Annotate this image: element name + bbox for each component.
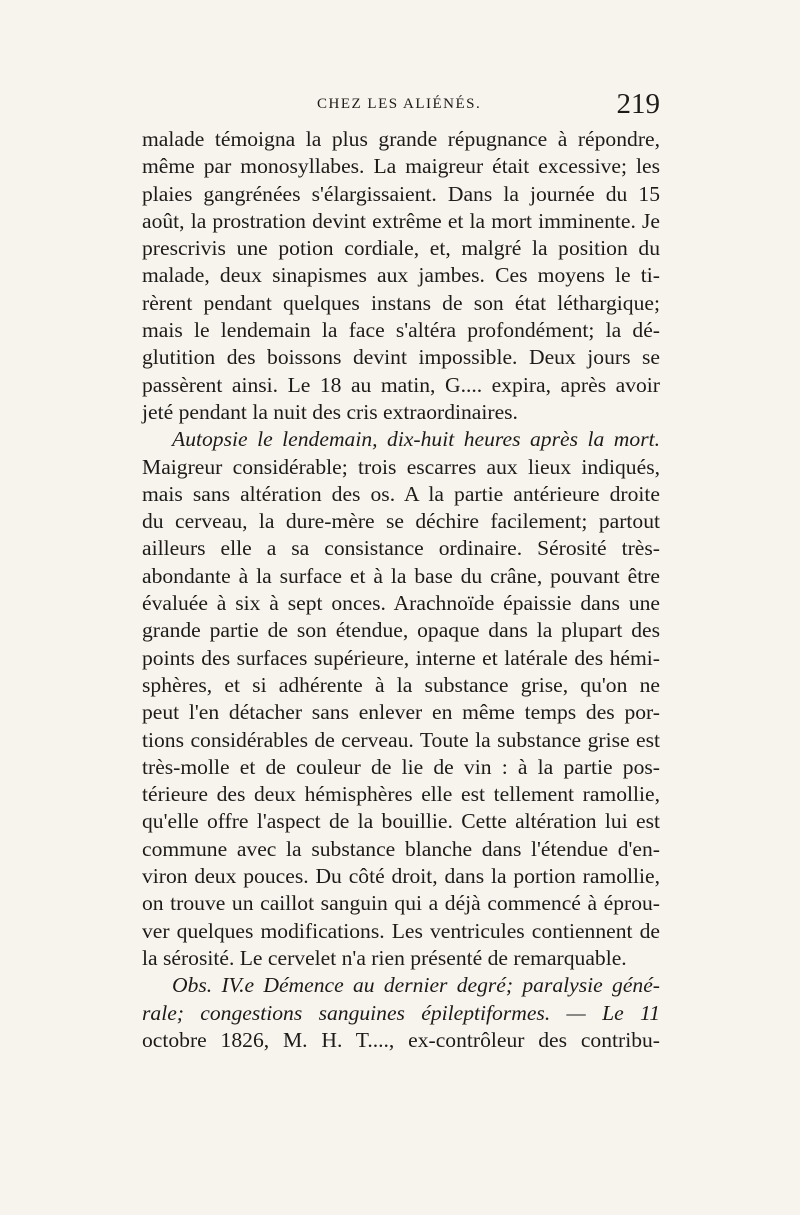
- page-number: 219: [616, 88, 660, 120]
- text-line: qu'elle offre l'aspect de la bouillie. Cette altération lui est: [142, 809, 660, 834]
- text-line: passèrent ainsi. Le 18 au matin, G.... expira, après avoir: [142, 372, 660, 397]
- text-line: malade, deux sinapismes aux jambes. Ces moyens le ti-: [142, 263, 660, 288]
- text-line: évaluée à six à sept onces. Arachnoïde épaissie dans une: [142, 591, 660, 616]
- text-line: peut l'en détacher sans enlever en même temps des por-: [142, 700, 660, 725]
- text-line: abondante à la surface et à la base du crâne, pouvant être: [142, 563, 660, 588]
- text-line: grande partie de son étendue, opaque dans la plupart des: [142, 618, 660, 643]
- text-line: mais le lendemain la face s'altéra profondément; la dé-: [142, 318, 660, 343]
- text-line: tions considérables de cerveau. Toute la substance grise est: [142, 727, 660, 752]
- text-line: mais sans altération des os. A la partie antérieure droite: [142, 481, 660, 506]
- body-text: [142, 126, 660, 1054]
- page-header: [142, 88, 660, 124]
- text-line: points des surfaces supérieure, interne et latérale des hémi-: [142, 645, 660, 670]
- text-line: ailleurs elle a sa consistance ordinaire. Sérosité très-: [142, 536, 660, 561]
- text-line: octobre 1826, M. H. T...., ex-contrôleur des contribu-: [142, 1027, 660, 1052]
- autopsy-heading: Autopsie le lendemain, dix-huit heures après la mort.: [172, 427, 660, 452]
- text-line: même par monosyllabes. La maigreur était excessive; les: [142, 154, 660, 179]
- text-line: sphères, et si adhérente à la substance grise, qu'on ne: [142, 672, 660, 697]
- text-line: prescrivis une potion cordiale, et, malgré la position du: [142, 236, 660, 261]
- text-line: rèrent pendant quelques instans de son état léthargique;: [142, 290, 660, 315]
- text-line: août, la prostration devint extrême et la mort imminente. Je: [142, 208, 660, 233]
- observation-heading: Obs. IV.e Démence au dernier degré; paralysie géné-: [172, 973, 660, 998]
- text-line: plaies gangrénées s'élargissaient. Dans la journée du 15: [142, 181, 660, 206]
- text-line: ver quelques modifications. Les ventricules contiennent de: [142, 918, 660, 943]
- text-line: très-molle et de couleur de lie de vin : à la partie pos-: [142, 754, 660, 779]
- text-line: glutition des boissons devint impossible. Deux jours se: [142, 345, 660, 370]
- text-line: térieure des deux hémisphères elle est tellement ramollie,: [142, 782, 660, 807]
- text-line: du cerveau, la dure-mère se déchire facilement; partout: [142, 509, 660, 534]
- text-line: viron deux pouces. Du côté droit, dans la portion ramollie,: [142, 864, 660, 889]
- text-line: on trouve un caillot sanguin qui a déjà commencé à éprou-: [142, 891, 660, 916]
- text-line: Maigreur considérable; trois escarres aux lieux indiqués,: [142, 454, 660, 479]
- text-line: la sérosité. Le cervelet n'a rien présenté de remarquable.: [142, 945, 627, 970]
- text-line: jeté pendant la nuit des cris extraordinaires.: [142, 399, 518, 424]
- text-line: malade témoigna la plus grande répugnance à répondre,: [142, 127, 660, 151]
- observation-heading-cont: rale; congestions sanguines épileptiformes. — Le 11: [142, 1000, 660, 1025]
- text-line: commune avec la substance blanche dans l'étendue d'en-: [142, 836, 660, 861]
- running-title: CHEZ LES ALIÉNÉS.: [317, 96, 482, 112]
